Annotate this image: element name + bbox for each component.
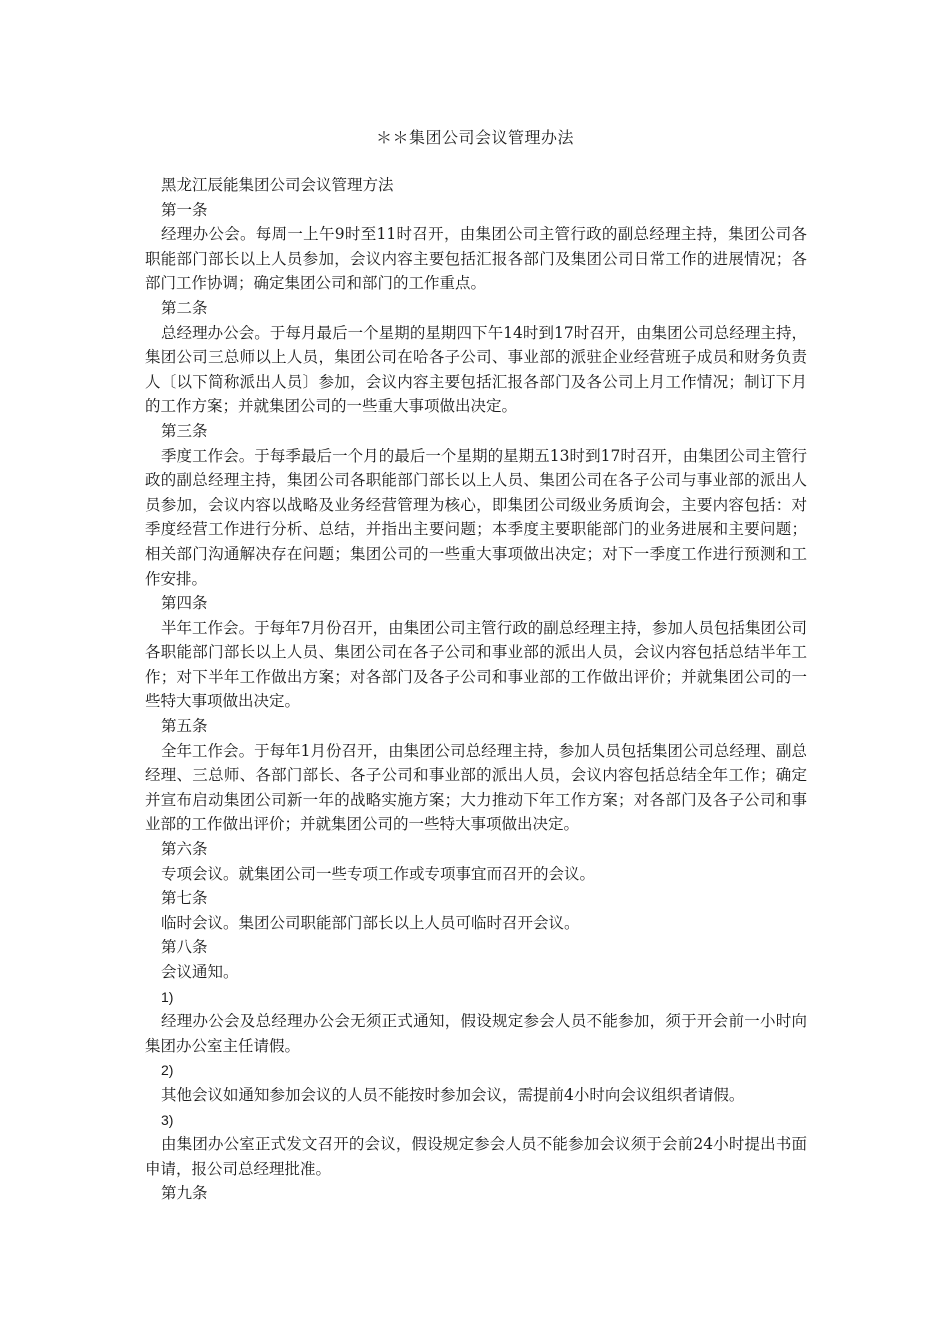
document-body [145,173,807,1206]
article-5-text: 全年工作会。于每年1月份召开，由集团公司总经理主持，参加人员包括集团公司总经理、副总经理、三总师、各部门部长、各子公司和事业部的派出人员，会议内容包括总结全年工作；确定并宣布启动集团公司新一年的战略实施方案；大力推动下年工作方案；对各部门及各子公司和事业部的工作做出评价；并就集团公司的一些特大事项做出决定。 [145,741,807,834]
article-7-heading: 第七条 [161,889,208,908]
article-8-text: 会议通知。 [161,963,239,981]
article-1-heading: 第一条 [161,200,208,219]
article-6-text: 专项会议。就集团公司一些专项工作或专项事宜而召开的会议。 [161,864,596,883]
article-4-text: 半年工作会。于每年7月份召开，由集团公司主管行政的副总经理主持，参加人员包括集团公司各职能部门部长以上人员、集团公司在各子公司和事业部的派出人员，会议内容包括总结半年工作；对下半年工作做出方案；对各部门及各子公司和事业部的工作做出评价；并就集团公司的一些特大事项做出决定。 [145,618,807,711]
article-8-heading: 第八条 [161,938,208,957]
notice-item-3-number: 3) [161,1111,174,1128]
notice-item-1-number: 1) [161,988,174,1005]
article-3-text: 季度工作会。于每季最后一个月的最后一个星期的星期五13时到17时召开，由集团公司主管行政的副总经理主持，集团公司各职能部门部长以上人员、集团公司在各子公司与事业部的派出人员参加，会议内容以战略及业务经营管理为核心，即集团公司级业务质询会，主要内容包括：对季度经营工作进行分析、总结，并指出主要问题；本季度主要职能部门的业务进展和主要问题；相关部门沟通解决存在问题；集团公司的一些重大事项做出决定；对下一季度工作进行预测和工作安排。 [145,446,807,588]
article-4-heading: 第四条 [161,594,208,613]
document-subtitle: 黑龙江辰能集团公司会议管理方法 [161,176,394,194]
article-3-heading: 第三条 [161,421,208,440]
article-6-heading: 第六条 [161,840,208,859]
notice-item-3-text: 由集团办公室正式发文召开的会议，假设规定参会人员不能参加会议须于会前24小时提出书面申请，报公司总经理批准。 [145,1135,807,1178]
notice-item-1-text: 经理办公会及总经理办公会无须正式通知，假设规定参会人员不能参加，须于开会前一小时向集团办公室主任请假。 [145,1012,807,1055]
article-9-heading: 第九条 [161,1184,208,1203]
notice-item-2-number: 2) [161,1062,174,1079]
article-7-text: 临时会议。集团公司职能部门部长以上人员可临时召开会议。 [161,913,580,932]
notice-item-2-text: 其他会议如通知参加会议的人员不能按时参加会议，需提前4小时向会议组织者请假。 [161,1085,745,1104]
article-2-heading: 第二条 [161,298,208,317]
document-title: ＊＊集团公司会议管理办法 [375,128,574,147]
article-5-heading: 第五条 [161,717,208,736]
article-1-text: 经理办公会。每周一上午9时至11时召开，由集团公司主管行政的副总经理主持，集团公司各职能部门部长以上人员参加，会议内容主要包括汇报各部门及集团公司日常工作的进展情况；各部门工作协调；确定集团公司和部门的工作重点。 [145,225,807,293]
article-2-text: 总经理办公会。于每月最后一个星期的星期四下午14时到17时召开，由集团公司总经理主持，集团公司三总师以上人员，集团公司在哈各子公司、事业部的派驻企业经营班子成员和财务负责人〔以下简称派出人员〕参加，会议内容主要包括汇报各部门及各公司上月工作情况；制订下月的工作方案；并就集团公司的一些重大事项做出决定。 [145,323,807,416]
